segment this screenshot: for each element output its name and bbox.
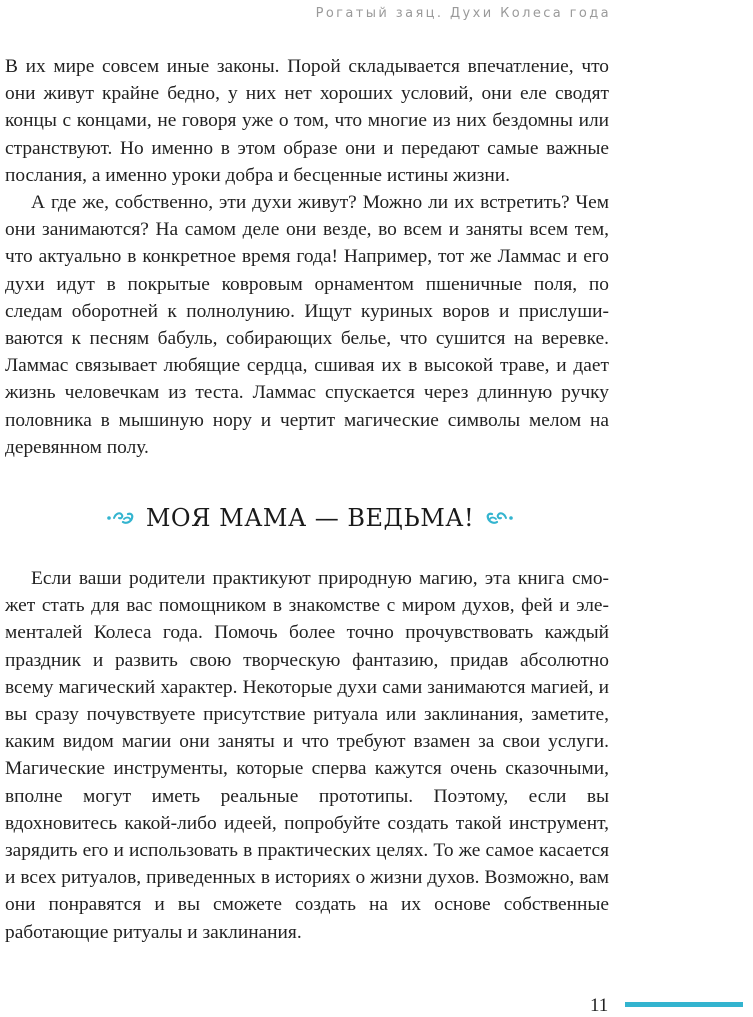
- section-heading: [0, 504, 620, 532]
- section-title: МОЯ МАМА — ВЕДЬМА!: [145, 504, 475, 532]
- left-swirl-ornament-icon: [106, 509, 136, 527]
- paragraph: А где же, собственно, эти духи живут? Можно ли их встретить? Чем они занимаются? На самом деле они везде, во всем и заняты всем тем, что актуально в конкретное время года! Например, тот же Ламмас и его духи идут в покрытые ковровым орнаментом пшеничные поля, по следам оборотней к полнолунию. Ищут куриных воров и прислушиваются к песням бабуль, собирающих белье, что сушится на веревке. Ламмас связывает любящие сердца, сшивая их в высокой траве, и дает жизнь человечкам из теста. Ламмас спускается через длинную ручку половника в мышиную нору и чертит магические символы мелом на деревянном полу.: [5, 192, 609, 458]
- footer-accent-bar: [625, 1002, 743, 1007]
- body-text-bottom: [5, 565, 609, 946]
- page-number: 11: [590, 995, 609, 1016]
- right-swirl-ornament-icon: [484, 509, 514, 527]
- running-header: Рогатый заяц. Духи Колеса года: [315, 6, 611, 21]
- paragraph: В их мире совсем иные законы. Порой складывается впечатление, что они живут крайне бедно, у них нет хороших условий, они еле сводят концы с концами, не говоря уже о том, что многие из них бездомны или странствуют. Но именно в этом образе они и передают самые важные послания, а именно уроки добра и бесценные истины жизни.: [5, 56, 609, 186]
- body-text-top: [5, 53, 609, 461]
- paragraph: Если ваши родители практикуют природную магию, эта книга сможет стать для вас помощником в знакомстве с миром духов, фей и элементалей Колеса года. Помочь более точно прочувствовать каждый праздник и развить свою творческую фантазию, придав абсолютно всему магический характер. Некоторые духи сами занимаются магией, и вы сразу почувствуете присутствие ритуала или заклинания, заметите, каким видом магии они заняты и что требуют взамен за свои услуги. Магические инструменты, которые сперва кажутся очень сказочными, вполне могут иметь реальные прототипы. Поэтому, если вы вдохновитесь какой-либо идеей, попробуйте создать такой инструмент, зарядить его и использовать в практических целях. То же самое касается и всех ритуалов, приведенных в историях о жизни духов. Возможно, вам они понравятся и вы сможете создать на их основе собственные работающие ритуалы и заклинания.: [5, 568, 609, 943]
